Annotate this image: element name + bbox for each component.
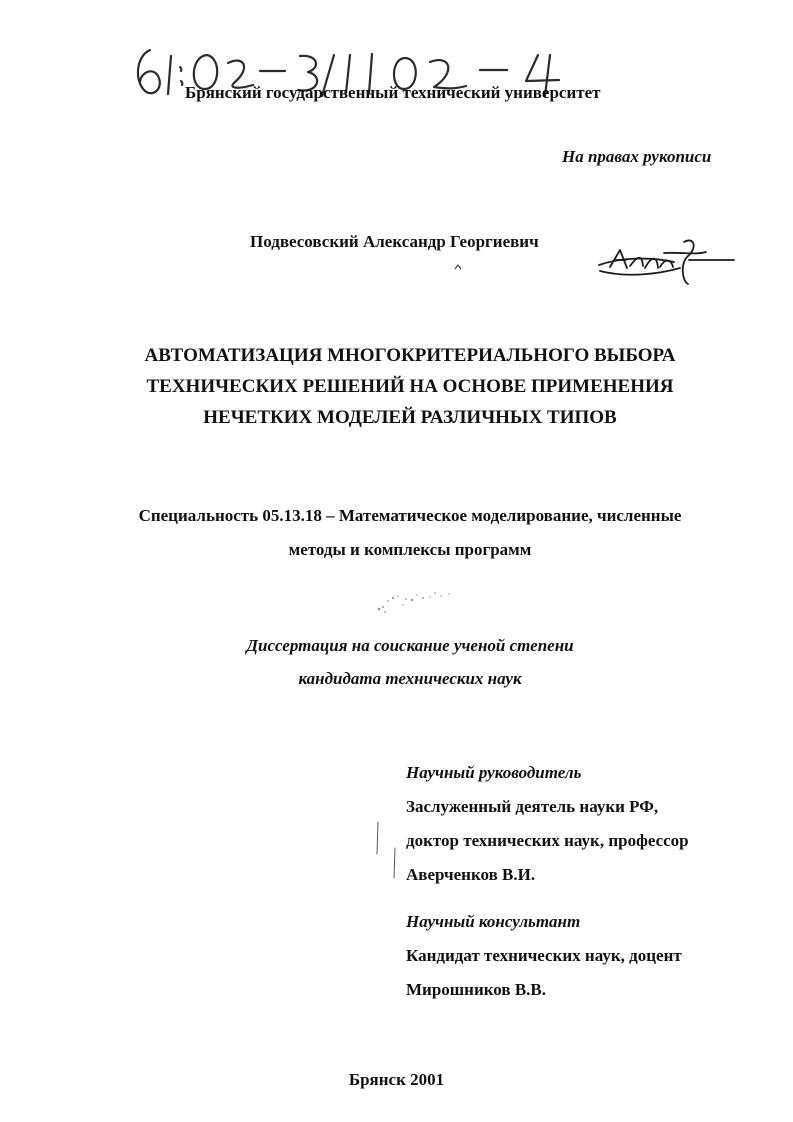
- supervisor-title-line-1: Заслуженный деятель науки РФ,: [406, 797, 659, 816]
- university-name: Брянский государственный технический университет: [185, 83, 601, 102]
- specialty-line-2: методы и комплексы программ: [288, 540, 532, 559]
- dissertation-title: [110, 340, 710, 433]
- author-signature: [592, 232, 738, 288]
- dissertation-line-1: Диссертация на соискание ученой степени: [246, 636, 574, 655]
- supervisor-heading: Научный руководитель: [406, 763, 582, 782]
- supervisor-name: Аверченков В.И.: [406, 865, 536, 884]
- manuscript-rights: На правах рукописи: [562, 147, 712, 166]
- consultant-title-line: Кандидат технических наук, доцент: [406, 946, 682, 965]
- title-line-2: ТЕХНИЧЕСКИХ РЕШЕНИЙ НА ОСНОВЕ ПРИМЕНЕНИЯ: [146, 376, 674, 397]
- consultant-name: Мирошников В.В.: [406, 980, 546, 999]
- small-caret-mark: [453, 262, 463, 272]
- specialty-block: [95, 499, 725, 567]
- specialty-line-1: Специальность 05.13.18 – Математическое моделирование, численные: [138, 506, 682, 525]
- title-line-3: НЕЧЕТКИХ МОДЕЛЕЙ РАЗЛИЧНЫХ ТИПОВ: [203, 407, 617, 428]
- supervisor-title-line-2: доктор технических наук, профессор: [406, 831, 689, 850]
- dissertation-note: [180, 629, 640, 695]
- scientific-consultant-block: [406, 905, 682, 1007]
- scan-noise-mark: [374, 583, 458, 617]
- scientific-supervisor-block: [406, 756, 689, 892]
- dissertation-line-2: кандидата технических наук: [298, 669, 522, 688]
- consultant-heading: Научный консультант: [406, 912, 581, 931]
- title-line-1: АВТОМАТИЗАЦИЯ МНОГОКРИТЕРИАЛЬНОГО ВЫБОРА: [144, 345, 676, 366]
- city-year: Брянск 2001: [348, 1070, 445, 1089]
- margin-pencil-mark: [370, 820, 400, 880]
- author-name: Подвесовский Александр Георгиевич: [250, 232, 539, 251]
